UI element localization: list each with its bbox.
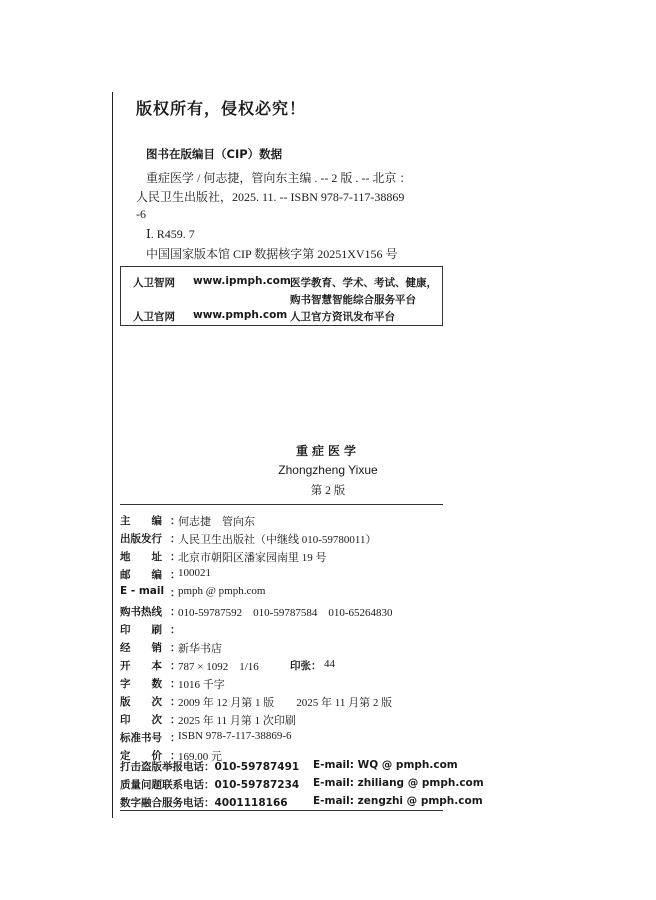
colophon-colon: ： bbox=[170, 533, 181, 546]
colophon-colon: ： bbox=[170, 659, 181, 672]
colophon-colon: ： bbox=[170, 750, 181, 763]
colophon-value: 169.00 元 bbox=[178, 751, 222, 764]
contact-phone: 数字融合服务电话：4001118166 bbox=[120, 797, 288, 809]
colophon-value: ISBN 978-7-117-38869-6 bbox=[178, 730, 292, 743]
colophon-colon: ： bbox=[170, 587, 181, 600]
website-name: 人卫官网 bbox=[133, 311, 175, 323]
colophon-colon: ： bbox=[170, 641, 181, 654]
colophon-value: 1016 千字 bbox=[178, 678, 225, 691]
copyright-notice: 版权所有，侵权必究！ bbox=[136, 99, 307, 118]
contact-email[interactable]: E-mail: zengzhi @ pmph.com bbox=[313, 795, 483, 807]
colophon-colon: ： bbox=[170, 515, 181, 527]
book-edition: 第 2 版 bbox=[310, 485, 346, 497]
website-desc: 购书智慧智能综合服务平台 bbox=[290, 294, 416, 306]
cip-heading: 图书在版编目（CIP）数据 bbox=[146, 147, 283, 161]
colophon-label: 出版发行 bbox=[120, 533, 162, 546]
website-url[interactable]: www.pmph.com bbox=[193, 309, 288, 321]
colophon-value: 2025 年 11 月第 1 次印刷 bbox=[178, 715, 296, 728]
colophon-label: 标准书号 bbox=[120, 732, 162, 745]
colophon-label: 主 编 bbox=[120, 515, 162, 527]
contact-email[interactable]: E-mail: zhiliang @ pmph.com bbox=[313, 777, 484, 789]
colophon-label: 印 刷 bbox=[120, 623, 162, 636]
websites-box bbox=[120, 266, 443, 326]
colophon-label: E - mail bbox=[120, 585, 165, 598]
cip-line-4: Ⅰ. R459. 7 bbox=[146, 227, 195, 241]
contact-phone: 质量问题联系电话：010-59787234 bbox=[120, 779, 300, 791]
colophon-colon: ： bbox=[170, 732, 181, 745]
colophon-label: 字 数 bbox=[120, 677, 162, 690]
cip-line-1: 重症医学 / 何志捷，管向东主编 . -- 2 版 . -- 北京 ： bbox=[146, 171, 412, 185]
website-desc: 医学教育、学术、考试、健康， bbox=[290, 277, 437, 289]
colophon-colon: ： bbox=[170, 623, 181, 636]
colophon-value: 新华书店 bbox=[178, 642, 222, 655]
colophon-label: 版 次 bbox=[120, 696, 162, 708]
cip-line-3: -6 bbox=[136, 207, 146, 221]
colophon-value: pmph @ pmph.com bbox=[178, 585, 266, 598]
colophon-label: 地 址 bbox=[120, 551, 162, 564]
colophon-value: 787 × 1092 1/16 bbox=[178, 660, 259, 673]
colophon-label: 开 本 bbox=[120, 659, 162, 672]
website-name: 人卫智网 bbox=[133, 277, 175, 289]
colophon-label: 邮 编 bbox=[120, 569, 162, 582]
website-url[interactable]: www.ipmph.com bbox=[193, 275, 291, 287]
colophon-colon: ： bbox=[170, 605, 181, 618]
colophon-value: 100021 bbox=[178, 567, 211, 580]
colophon-value: 北京市朝阳区潘家园南里 19 号 bbox=[178, 552, 327, 565]
colophon-value: 010-59787592 010-59787584 010-65264830 bbox=[178, 606, 393, 619]
book-title-pinyin: Zhongzheng Yixue bbox=[278, 463, 378, 477]
colophon-colon: ： bbox=[170, 696, 181, 708]
colophon-label: 定 价 bbox=[120, 750, 162, 763]
book-title: 重症医学 bbox=[295, 444, 360, 458]
colophon-label: 印 次 bbox=[120, 714, 162, 727]
website-desc: 人卫官方资讯发布平台 bbox=[290, 311, 395, 323]
cip-line-2: 人民卫生出版社，2025. 11. -- ISBN 978-7-117-38869 bbox=[136, 190, 405, 204]
cip-line-5: 中国国家版本馆 CIP 数据核字第 20251XV156 号 bbox=[146, 247, 398, 261]
colophon-colon: ： bbox=[170, 714, 181, 727]
colophon-label: 经 销 bbox=[120, 641, 162, 654]
colophon-label: 购书热线 bbox=[120, 605, 162, 618]
divider-bottom bbox=[120, 810, 443, 811]
contact-email[interactable]: E-mail: WQ @ pmph.com bbox=[313, 759, 458, 771]
colophon-colon: ： bbox=[170, 551, 181, 564]
colophon-value: 人民卫生出版社（中继线 010-59780011） bbox=[178, 534, 377, 547]
colophon-colon: ： bbox=[170, 677, 181, 690]
colophon-value: 何志捷 管向东 bbox=[178, 516, 255, 528]
colophon-value: 2009 年 12 月第 1 版 2025 年 11 月第 2 版 bbox=[178, 697, 393, 709]
colophon-subvalue: 44 bbox=[324, 657, 335, 670]
contact-phone: 打击盗版举报电话：010-59787491 bbox=[120, 761, 300, 773]
colophon-colon: ： bbox=[170, 569, 181, 582]
colophon-sublabel: 印张： bbox=[290, 659, 322, 672]
divider-top bbox=[120, 504, 443, 505]
